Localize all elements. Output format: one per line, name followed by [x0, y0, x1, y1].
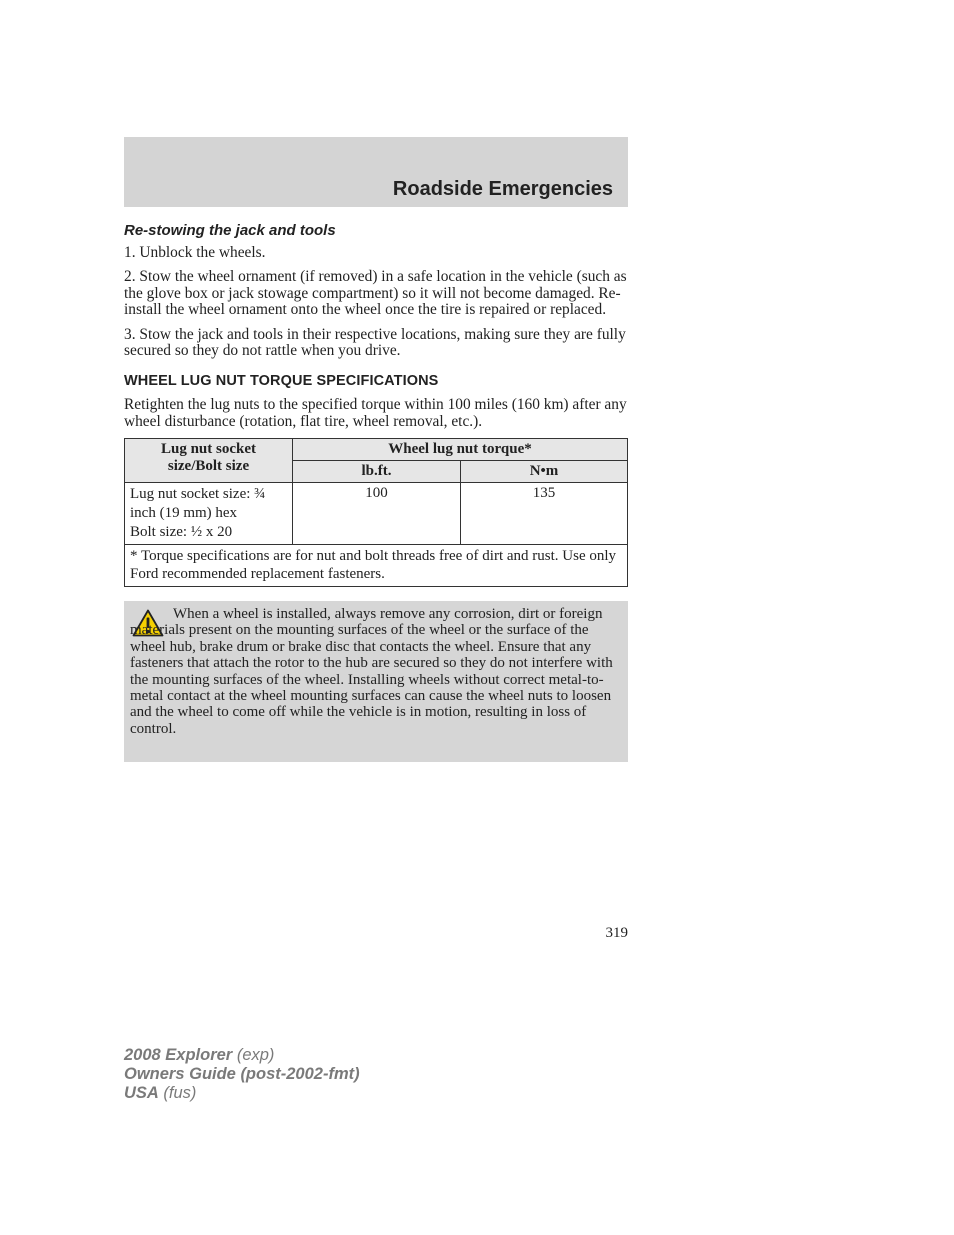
- socket-size-line: Lug nut socket size: ¾: [130, 486, 266, 503]
- bolt-size-line: Bolt size: ½ x 20: [130, 524, 233, 541]
- socket-size-cell: [125, 483, 293, 545]
- table-footnote: * Torque specifications are for nut and bolt threads free of dirt and rust. Use only Ford recommended replacement fasteners.: [125, 545, 628, 587]
- footer-market-code: (fus): [158, 1084, 197, 1102]
- footer-market: USA: [124, 1084, 159, 1102]
- footer-guide-name: Owners Guide (post-2002-fmt): [124, 1065, 360, 1083]
- torque-heading: WHEEL LUG NUT TORQUE SPECIFICATIONS: [124, 373, 439, 390]
- footer-line-model: [124, 1046, 360, 1065]
- column-header-line: Lug nut socket: [160, 441, 257, 458]
- page-number: 319: [605, 925, 628, 941]
- column-header-socket-size: [125, 439, 293, 483]
- restowing-heading: Re-stowing the jack and tools: [124, 222, 336, 239]
- restowing-step-2: 2. Stow the wheel ornament (if removed) in a safe location in the vehicle (such as the glove box or jack stowage compartment) so it will not become damaged. Re-install the wheel ornament onto the wheel once the tire is repaired or replaced.: [124, 268, 627, 319]
- main-content: [124, 218, 628, 587]
- footer-model-code: (exp): [232, 1046, 275, 1064]
- torque-spec-table: [124, 438, 628, 587]
- table-footnote-row: [125, 545, 628, 587]
- footer-line-market: [124, 1084, 360, 1103]
- restowing-step-1: 1. Unblock the wheels.: [124, 244, 266, 261]
- socket-size-line: inch (19 mm) hex: [130, 505, 238, 522]
- column-header-line: size/Bolt size: [167, 458, 250, 475]
- footer-model-name: 2008 Explorer: [124, 1046, 233, 1064]
- document-footer: [124, 1046, 360, 1103]
- table-header-row: [125, 439, 628, 461]
- section-title: Roadside Emergencies: [392, 178, 613, 200]
- column-group-header-torque: Wheel lug nut torque*: [293, 439, 628, 461]
- section-header-band: [124, 137, 628, 207]
- table-row: [125, 483, 628, 545]
- warning-text: When a wheel is installed, always remove any corrosion, dirt or foreign materials present on the mounting surfaces of the wheel or the surface of the wheel hub, brake drum or brake disc that contacts the wheel. Ensure that any fasteners that attach the rotor to the hub are secured so they do not interfere with the mounting surfaces of the wheel. Installing wheels without correct metal-to-metal contact at the wheel mounting surfaces can cause the wheel nuts to loosen and the wheel to come off while the vehicle is in motion, resulting in loss of control.: [130, 606, 613, 737]
- torque-intro: Retighten the lug nuts to the specified torque within 100 miles (160 km) after any wheel disturbance (rotation, flat tire, wheel removal, etc.).: [124, 396, 627, 430]
- torque-lbft-value: 100: [293, 483, 461, 545]
- unit-header-nm: N•m: [461, 461, 628, 483]
- warning-box: [124, 601, 628, 762]
- torque-nm-value: 135: [461, 483, 628, 545]
- restowing-step-3: 3. Stow the jack and tools in their respective locations, making sure they are fully secured so they do not rattle when you drive.: [124, 325, 626, 360]
- unit-header-lbft: lb.ft.: [293, 461, 461, 483]
- footer-line-guide: [124, 1065, 360, 1084]
